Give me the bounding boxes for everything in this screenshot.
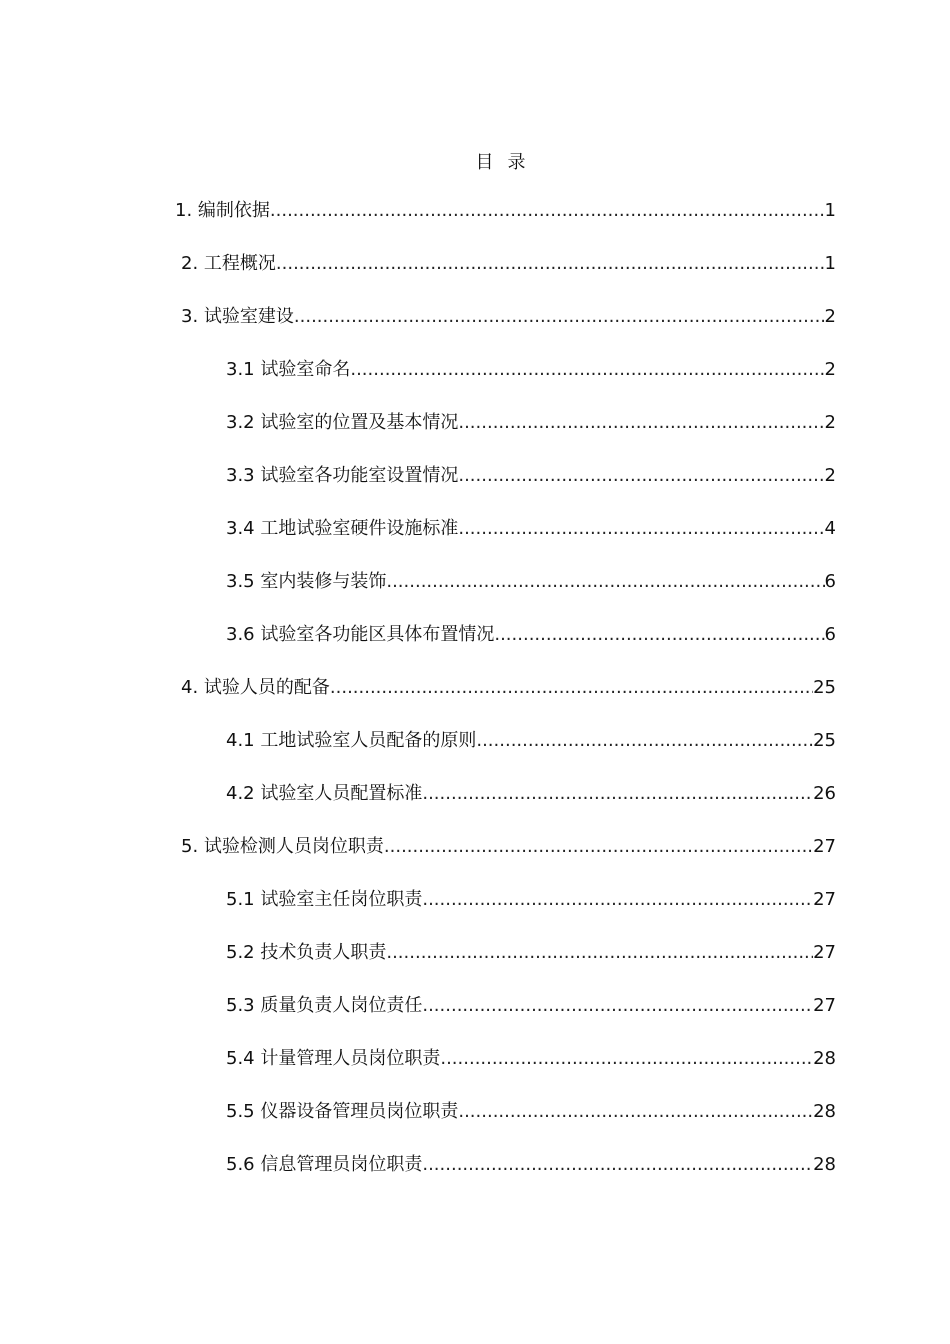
toc-leader-dots bbox=[386, 938, 813, 968]
toc-entry-page: 25 bbox=[813, 730, 836, 751]
toc-entry-label: 5.4 计量管理人员岗位职责 bbox=[226, 1048, 441, 1069]
toc-entry-label: 3.2 试验室的位置及基本情况 bbox=[226, 412, 459, 433]
toc-leader-dots bbox=[350, 355, 824, 385]
toc-entry-label: 3.6 试验室各功能区具体布置情况 bbox=[226, 624, 495, 645]
toc-entry-label: 3.5 室内装修与装饰 bbox=[226, 571, 387, 592]
toc-entry-label: 4.2 试验室人员配置标准 bbox=[226, 783, 423, 804]
toc-leader-dots bbox=[294, 302, 825, 332]
toc-entry-label: 5. 试验检测人员岗位职责 bbox=[181, 836, 384, 857]
toc-entry-page: 27 bbox=[813, 889, 836, 910]
toc-entry-page: 6 bbox=[824, 571, 836, 592]
toc-entry-label: 3. 试验室建设 bbox=[181, 306, 294, 327]
toc-leader-dots bbox=[422, 991, 813, 1021]
toc-entry-label: 3.4 工地试验室硬件设施标准 bbox=[226, 518, 459, 539]
toc-entry[interactable] bbox=[226, 1097, 836, 1127]
toc-entry[interactable] bbox=[226, 991, 836, 1021]
toc-leader-dots bbox=[270, 196, 825, 226]
toc-entry-page: 2 bbox=[824, 465, 836, 486]
toc-entry[interactable] bbox=[226, 567, 836, 597]
toc-entry[interactable] bbox=[181, 302, 836, 332]
toc-entry[interactable] bbox=[181, 249, 836, 279]
toc-entry-label: 1. 编制依据 bbox=[175, 200, 270, 221]
toc-leader-dots bbox=[422, 779, 813, 809]
toc-entry-page: 4 bbox=[824, 518, 836, 539]
toc-leader-dots bbox=[276, 249, 825, 279]
toc-entry[interactable] bbox=[226, 1044, 836, 1074]
toc-entry[interactable] bbox=[226, 726, 836, 756]
toc-entry[interactable] bbox=[181, 673, 836, 703]
toc-entry[interactable] bbox=[226, 408, 836, 438]
toc-entry-label: 5.5 仪器设备管理员岗位职责 bbox=[226, 1101, 459, 1122]
toc-entry[interactable] bbox=[226, 938, 836, 968]
toc-entry-page: 2 bbox=[824, 412, 836, 433]
toc-leader-dots bbox=[440, 1044, 813, 1074]
toc-entry[interactable] bbox=[226, 514, 836, 544]
toc-leader-dots bbox=[458, 408, 824, 438]
toc-entry[interactable] bbox=[175, 196, 836, 226]
toc-entry[interactable] bbox=[226, 620, 836, 650]
toc-entry[interactable] bbox=[226, 1150, 836, 1180]
toc-entry-page: 28 bbox=[813, 1101, 836, 1122]
toc-entry-page: 28 bbox=[813, 1154, 836, 1175]
toc-leader-dots bbox=[330, 673, 813, 703]
toc-entry-label: 5.6 信息管理员岗位职责 bbox=[226, 1154, 423, 1175]
toc-entry-label: 3.1 试验室命名 bbox=[226, 359, 351, 380]
toc-entry-page: 27 bbox=[813, 995, 836, 1016]
toc-entry-page: 25 bbox=[813, 677, 836, 698]
toc-entry-page: 28 bbox=[813, 1048, 836, 1069]
toc-entry-page: 1 bbox=[824, 253, 836, 274]
toc-entry-label: 3.3 试验室各功能室设置情况 bbox=[226, 465, 459, 486]
toc-entry[interactable] bbox=[226, 779, 836, 809]
toc-leader-dots bbox=[458, 1097, 813, 1127]
toc-entry-label: 4. 试验人员的配备 bbox=[181, 677, 330, 698]
toc-entry-page: 2 bbox=[824, 306, 836, 327]
toc-leader-dots bbox=[386, 567, 824, 597]
toc-leader-dots bbox=[384, 832, 813, 862]
toc-entry-page: 1 bbox=[824, 200, 836, 221]
toc-entry[interactable] bbox=[226, 355, 836, 385]
toc-leader-dots bbox=[458, 514, 824, 544]
toc-leader-dots bbox=[476, 726, 813, 756]
toc-entry-label: 2. 工程概况 bbox=[181, 253, 276, 274]
toc-leader-dots bbox=[422, 1150, 813, 1180]
toc-entry-page: 27 bbox=[813, 836, 836, 857]
toc-entry-label: 5.3 质量负责人岗位责任 bbox=[226, 995, 423, 1016]
toc-leader-dots bbox=[422, 885, 813, 915]
toc-entry[interactable] bbox=[181, 832, 836, 862]
toc-entry-label: 5.1 试验室主任岗位职责 bbox=[226, 889, 423, 910]
toc-leader-dots bbox=[494, 620, 824, 650]
toc-entry-page: 2 bbox=[824, 359, 836, 380]
toc-entry-page: 27 bbox=[813, 942, 836, 963]
toc-entry-page: 6 bbox=[824, 624, 836, 645]
toc-entry-label: 4.1 工地试验室人员配备的原则 bbox=[226, 730, 477, 751]
toc-entry[interactable] bbox=[226, 461, 836, 491]
toc-entry-label: 5.2 技术负责人职责 bbox=[226, 942, 387, 963]
toc-title: 目录 bbox=[475, 152, 540, 173]
toc-entry-page: 26 bbox=[813, 783, 836, 804]
toc-entry[interactable] bbox=[226, 885, 836, 915]
toc-leader-dots bbox=[458, 461, 824, 491]
